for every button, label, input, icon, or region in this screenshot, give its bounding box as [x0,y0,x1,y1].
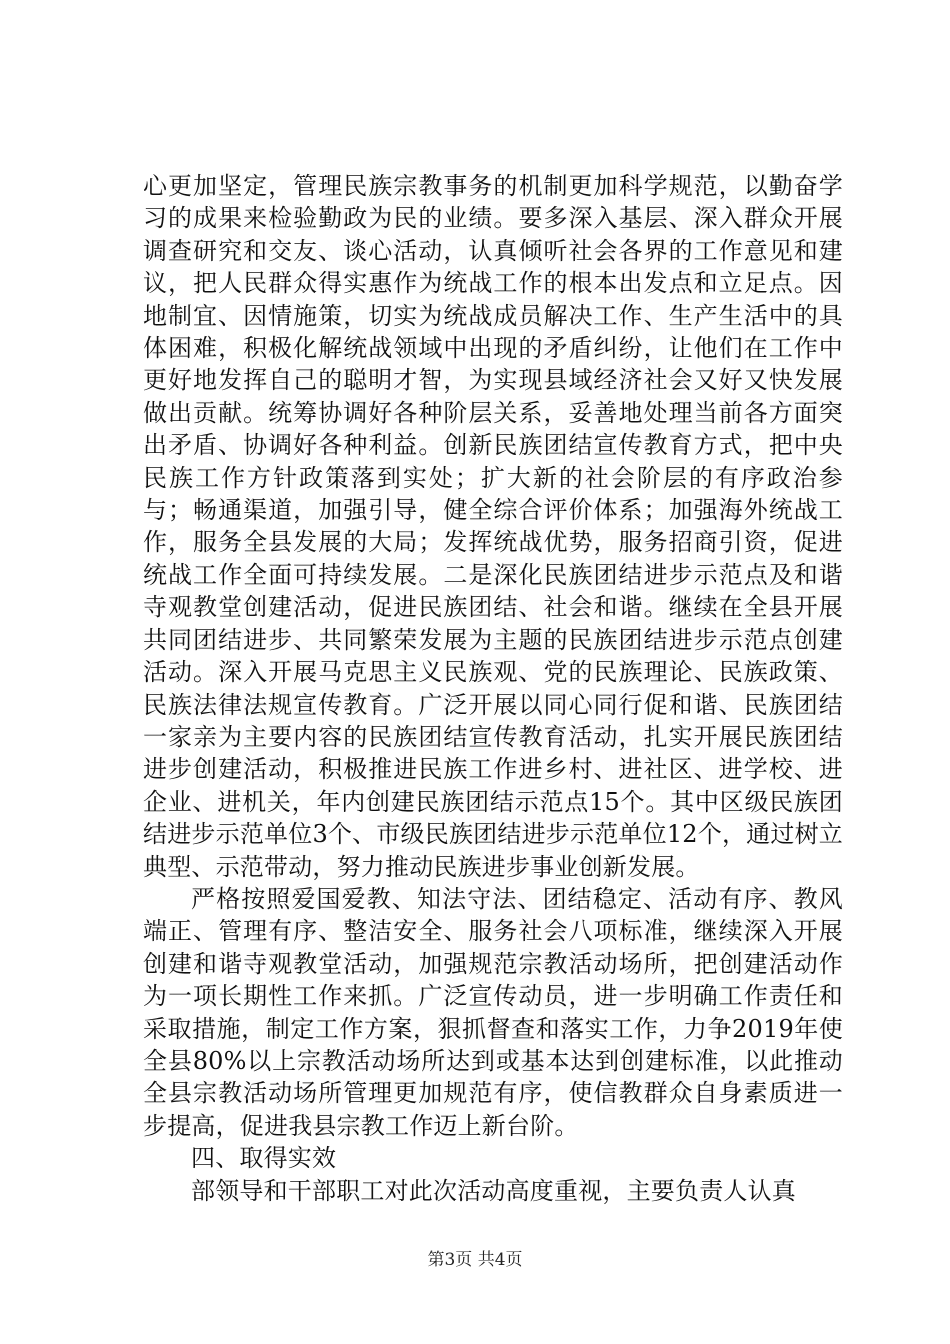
section-heading-results: 四、取得实效 [191,1144,337,1173]
paragraph-standards: 严格按照爱国爱教、知法守法、团结稳定、活动有序、教风端正、管理有序、整洁安全、服务社会八项标准，继续深入开展创建和谐寺观教堂活动，加强规范宗教活动场所，把创建活动作为一项长期性工作来抓。广泛宣传动员，进一步明确工作责任和采取措施，制定工作方案，狠抓督查和落实工作，力争2019年使全县80%以上宗教活动场所达到或基本达到创建标准，以此推动全县宗教活动场所管理更加规范有序，使信教群众自身素质进一步提高，促进我县宗教工作迈上新台阶。 [143,884,843,1140]
page-footer: 第3页 共4页 [427,1250,523,1270]
paragraph-continuation: 心更加坚定，管理民族宗教事务的机制更加科学规范，以勤奋学习的成果来检验勤政为民的业绩。要多深入基层、深入群众开展调查研究和交友、谈心活动，认真倾听社会各界的工作意见和建议，把人民群众得实惠作为统战工作的根本出发点和立足点。因地制宜、因情施策，切实为统战成员解决工作、生产生活中的具体困难，积极化解统战领域中出现的矛盾纠纷，让他们在工作中更好地发挥自己的聪明才智，为实现县域经济社会又好又快发展做出贡献。统筹协调好各种阶层关系，妥善地处理当前各方面突出矛盾、协调好各种利益。创新民族团结宣传教育方式，把中央民族工作方针政策落到实处；扩大新的社会阶层的有序政治参与；畅通渠道，加强引导，健全综合评价体系；加强海外统战工作，服务全县发展的大局；发挥统战优势，服务招商引资，促进统战工作全面可持续发展。二是深化民族团结进步示范点及和谐寺观教堂创建活动，促进民族团结、社会和谐。继续在全县开展共同团结进步、共同繁荣发展为主题的民族团结进步示范点创建活动。深入开展马克思主义民族观、党的民族理论、民族政策、民族法律法规宣传教育。广泛开展以同心同行促和谐、民族团结一家亲为主要内容的民族团结宣传教育活动，扎实开展民族团结进步创建活动，积极推进民族工作进乡村、进社区、进学校、进企业、进机关，年内创建民族团结示范点15个。其中区级民族团结进步示范单位3个、市级民族团结进步示范单位12个，通过树立典型、示范带动，努力推动民族进步事业创新发展。 [143,172,843,881]
paragraph-results: 部领导和干部职工对此次活动高度重视，主要负责人认真 [191,1176,796,1205]
document-body [143,170,843,1207]
